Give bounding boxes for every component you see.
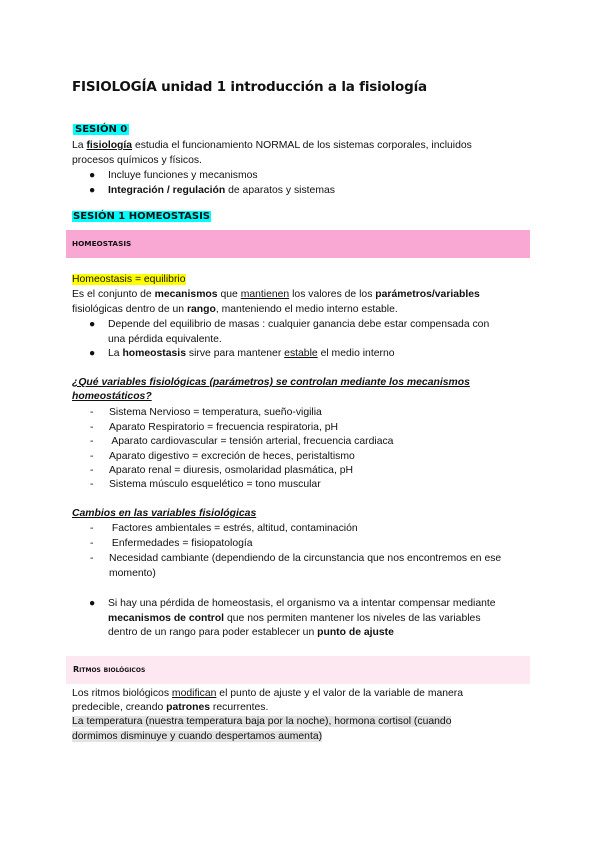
session-1-heading: SESIÓN 1 HOMEOSTASIS (73, 211, 211, 222)
dash-icon: - (90, 451, 94, 462)
bullet-icon: ● (89, 170, 96, 181)
dash-icon: - (90, 407, 94, 418)
dash-icon: - (90, 538, 94, 549)
dash-icon: - (90, 422, 94, 433)
ritmos-line3: La temperatura (nuestra temperatura baja por la noche), hormona cortisol (cuando (72, 716, 452, 727)
section-bar-ritmos (66, 656, 530, 684)
session-0-intro-line2: procesos químicos y físicos. (72, 155, 202, 166)
definition-line2: fisiológicas dentro de un rango, manteniendo el medio interno estable. (72, 304, 398, 315)
variables-question-line1: ¿Qué variables fisiológicas (parámetros) se controlan mediante los mecanismos (72, 377, 470, 388)
ritmos-line4: dormimos disminuye y cuando despertamos aumenta) (72, 731, 323, 742)
section-bar-homeostasis (66, 230, 530, 258)
bullet-icon: ● (89, 598, 96, 609)
bullet-icon: ● (89, 185, 96, 196)
dash-icon: - (90, 479, 94, 490)
section-bar-label: HOMEOSTASIS (72, 239, 132, 248)
definition-highlight: Homeostasis = equilibrio (72, 274, 186, 285)
dash-icon: - (90, 553, 94, 564)
definition-line1: Es el conjunto de mecanismos que mantienen los valores de los parámetros/variables (72, 289, 480, 300)
dash-icon: - (90, 436, 94, 447)
changes-heading: Cambios en las variables fisiológicas (72, 508, 257, 519)
bullet-icon: ● (89, 348, 96, 359)
session-0-intro-line1: La fisiología estudia el funcionamiento NORMAL de los sistemas corporales, incluidos (72, 140, 472, 151)
dash-icon: - (90, 465, 94, 476)
section-bar-label: Ritmos biológicos (73, 665, 146, 674)
dash-icon: - (90, 523, 94, 534)
variables-question-line2: homeostáticos? (72, 391, 152, 402)
ritmos-line2: predecible, creando patrones recurrentes. (72, 702, 269, 713)
bullet-icon: ● (89, 319, 96, 330)
page-title: FISIOLOGÍA unidad 1 introducción a la fisiología (72, 79, 427, 95)
ritmos-line1: Los ritmos biológicos modifican el punto de ajuste y el valor de la variable de manera (72, 688, 464, 699)
document-page: FISIOLOGÍA unidad 1 introducción a la fisiología SESIÓN 0 La fisiología estudia el funcionamiento NORMAL de los sistemas corporales, incluidos procesos químicos y físicos. ● Incluye funciones y mecanismos ● Integración / regulación de aparatos y sistemas SESIÓN 1 HOMEOSTASIS HOMEOSTASIS Homeostasis = equilibrio Es el conjunto de mecanismos que mantienen los valores de los parámetros/variables fisiológicas dentro de un rango, manteniendo el medio interno estable. ● Depende del equilibrio de masas : cualquier ganancia debe estar compensada con una pérdida equivalente. ● La homeostasis sirve para mantener estable el medio interno ¿Qué variables fisiológicas (parámetros) se controlan mediante los mecanismos homeostáticos? - Sistema Nervioso = temperatura, sueño-vigilia - Aparato Respiratorio = frecuencia respiratoria, pH - Aparato cardiovascular = tensión arterial, frecuencia cardiaca - Aparato digestivo = excreción de heces, peristaltismo - Aparato renal = diuresis, osmolaridad plasmática, pH - Sistema músculo esquelético = tono muscular Cambios en las variables fisiológicas - Factores ambientales = estrés, altitud, contaminación - Enfermedades = fisiopatología - Necesidad cambiante (dependiendo de la circunstancia que nos encontremos en ese momento) ● Si hay una pérdida de homeostasis, el organismo va a intentar compensar mediante mecanismos de control que nos permiten mantener los niveles de las variables dentro de un rango para poder establecer un punto de ajuste Ritmos biológicos Los ritmos biológicos modifican el punto de ajuste y el valor de la variable de manera predecible, creando patrones recurrentes. La temperatura (nuestra temperatura baja por la noche), hormona cortisol (cuando dormimos disminuye y cuando despertamos aumenta) (0, 0, 600, 848)
session-0-heading: SESIÓN 0 (75, 124, 128, 135)
